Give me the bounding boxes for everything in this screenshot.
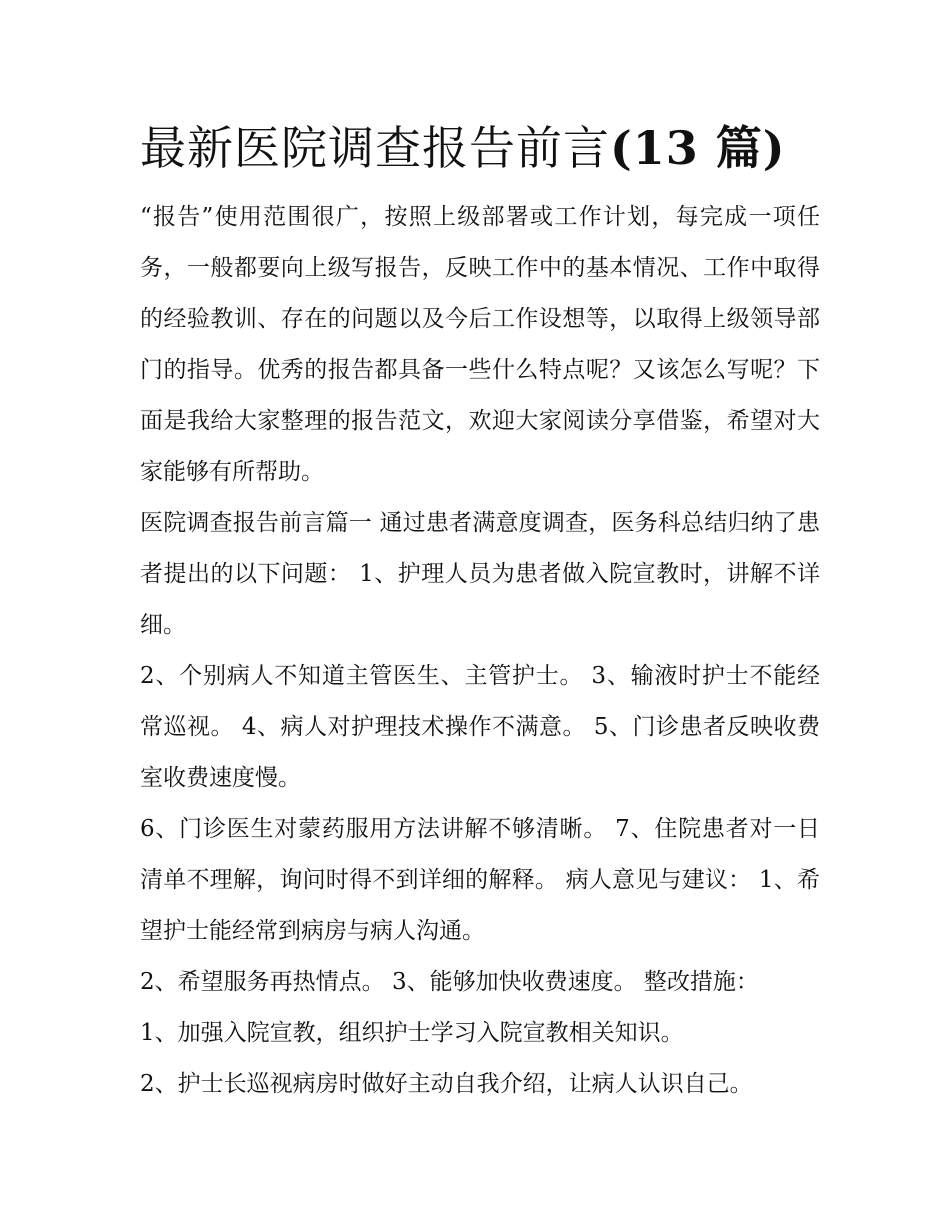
- document-title: [140, 118, 820, 178]
- section-one-paragraph: 医院调查报告前言篇一 通过患者满意度调查，医务科总结归纳了患者提出的以下问题： 1、护理人员为患者做入院宣教时，讲解不详细。: [140, 510, 820, 638]
- document-page: [140, 118, 820, 1110]
- measure-item-1: 1、加强入院宣教，组织护士学习入院宣教相关知识。: [140, 1020, 684, 1046]
- measures-heading-paragraph: 2、希望服务再热情点。 3、能够加快收费速度。 整改措施：: [140, 969, 759, 995]
- intro-paragraph: “报告”使用范围很广，按照上级部署或工作计划，每完成一项任务，一般都要向上级写报告，反映工作中的基本情况、工作中取得的经验教训、存在的问题以及今后工作设想等，以取得上级领导部门的指导。优秀的报告都具备一些什么特点呢？又该怎么写呢？下面是我给大家整理的报告范文，欢迎大家阅读分享借鉴，希望对大家能够有所帮助。: [140, 204, 820, 485]
- suggestions-paragraph: 6、门诊医生对蒙药服用方法讲解不够清晰。 7、住院患者对一日清单不理解，询问时得不到详细的解释。 病人意见与建议： 1、希望护士能经常到病房与病人沟通。: [140, 816, 820, 944]
- measure-item-2: 2、护士长巡视病房时做好主动自我介绍，让病人认识自己。: [140, 1071, 753, 1097]
- title-suffix: (13 篇): [610, 121, 786, 175]
- title-main: 最新医院调查报告前言: [140, 121, 610, 175]
- problems-paragraph: 2、个别病人不知道主管医生、主管护士。 3、输液时护士不能经常巡视。 4、病人对护理技术操作不满意。 5、门诊患者反映收费室收费速度慢。: [140, 663, 820, 791]
